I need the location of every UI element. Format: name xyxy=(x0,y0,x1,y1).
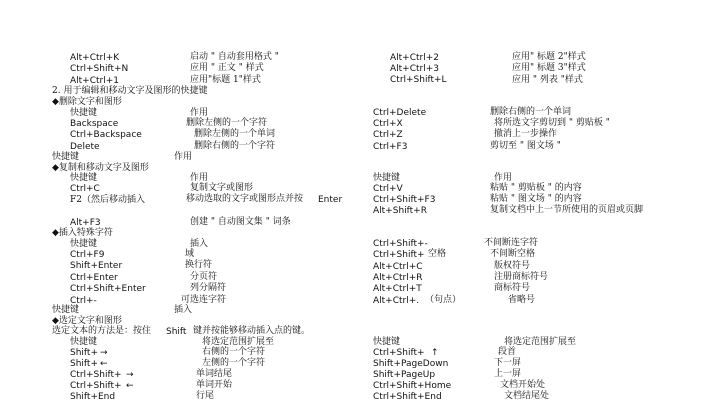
column-header: 作用 xyxy=(190,108,209,118)
column-header: 快捷键 xyxy=(70,173,98,183)
shortcut-key: Ctrl+C xyxy=(70,184,100,194)
shortcut-key: Shift+PageUp xyxy=(373,370,436,380)
shortcut-desc: 左侧的一个字符 xyxy=(202,358,266,368)
stray-header: 快捷键 xyxy=(52,152,80,162)
shortcut-desc: 复制文档中上一节所使用的页眉或页脚 xyxy=(490,205,644,215)
shortcut-desc: 将所选文字剪切到 " 剪贴板 " xyxy=(494,118,610,128)
shortcut-desc: 文档开始处 xyxy=(500,380,546,390)
shortcut-key: Ctrl+Shift+F3 xyxy=(373,195,436,205)
shortcut-desc: 文档结尾处 xyxy=(504,391,550,400)
column-header: 将选定范围扩展至 xyxy=(202,337,275,347)
shortcut-desc: 版权符号 xyxy=(494,261,531,271)
column-header: 插入 xyxy=(190,239,209,249)
stray-header: 快捷键 xyxy=(52,305,80,315)
shortcut-desc: 域 xyxy=(185,249,195,259)
shortcut-desc: 商标符号 xyxy=(494,283,531,293)
subsection-heading: ◆复制和移动文字及图形 xyxy=(52,163,149,173)
shortcut-desc: 列分隔符 xyxy=(190,283,227,293)
column-header: 快捷键 xyxy=(70,337,98,347)
shortcut-key: Ctrl+Backspace xyxy=(70,130,142,140)
shortcut-desc: 下一屏 xyxy=(494,358,522,368)
shortcut-desc: 段首 xyxy=(498,347,517,357)
shortcut-desc: 右侧的一个字符 xyxy=(202,347,266,357)
shortcut-key: Ctrl+Shift+- xyxy=(373,239,428,249)
shortcut-key: Ctrl+Shift+ xyxy=(373,348,425,358)
column-header: 作用 xyxy=(190,173,209,183)
shortcut-key: Alt+Ctrl+. xyxy=(373,296,420,306)
shortcut-key: Delete xyxy=(70,142,100,152)
shortcut-key: Ctrl+Shift+ xyxy=(70,381,122,391)
arrow-up-icon: ↑ xyxy=(431,348,439,358)
arrow-right-icon: → xyxy=(100,348,108,358)
shortcut-desc: 应用" 标题 2"样式 xyxy=(512,52,586,62)
shortcut-key: Shift+End xyxy=(70,392,116,400)
section-heading: 2. 用于编辑和移动文字及图形的快捷键 xyxy=(52,86,208,96)
shortcut-desc: 注册商标符号 xyxy=(494,272,549,282)
shortcut-key: Ctrl+Shift+N xyxy=(70,64,129,74)
shortcut-key: Ctrl+Shift+L xyxy=(390,75,447,85)
shortcut-key: Ctrl+Shift+ xyxy=(70,370,122,380)
shortcut-key: Alt+Ctrl+K xyxy=(70,53,120,63)
shortcut-key: Alt+Ctrl+R xyxy=(373,273,423,283)
shortcut-desc: 剪切至 " 图文场 " xyxy=(490,141,561,151)
shortcut-desc: 移动选取的文字或图形点并按 xyxy=(186,194,304,204)
subsection-heading: ◆删除文字和图形 xyxy=(52,97,122,107)
intro-text: 键并按能够移动插入点的键。 xyxy=(193,326,311,336)
shortcut-desc: 单词开始 xyxy=(196,380,233,390)
shortcut-key-suffix: （句点） xyxy=(425,295,462,305)
shortcut-key: F2（然后移动插入 xyxy=(70,195,145,205)
shortcut-desc: 删除右侧的一个单词 xyxy=(490,107,572,117)
column-header: 快捷键 xyxy=(70,239,98,249)
shortcut-key: Alt+Ctrl+3 xyxy=(390,64,440,74)
shortcut-desc: 删除左侧的一个单词 xyxy=(194,129,276,139)
shortcut-desc: 删除右侧的一个字符 xyxy=(194,141,276,151)
shortcut-desc: 粘贴 " 图文场 " 的内容 xyxy=(490,194,582,204)
column-header: 快捷键 xyxy=(373,337,401,347)
shortcut-desc: 复制文字或图形 xyxy=(190,183,254,193)
shortcut-key: Ctrl+Shift+End xyxy=(373,392,442,400)
shortcut-key: Ctrl+Enter xyxy=(70,273,118,283)
shortcut-key: Alt+Ctrl+T xyxy=(373,284,422,294)
intro-text: 选定文本的方法是：按住 xyxy=(52,326,152,336)
shortcut-desc-key: Enter xyxy=(318,195,343,205)
arrow-left-icon: ← xyxy=(126,381,134,391)
shortcut-key: Shift+ xyxy=(70,359,98,369)
shortcut-key: Alt+Shift+R xyxy=(373,206,427,216)
shortcut-key: Ctrl+F9 xyxy=(70,250,105,260)
shortcut-desc: 应用 " 正文 " 样式 xyxy=(190,63,264,73)
stray-header: 作用 xyxy=(174,152,193,162)
column-header: 将选定范围扩展至 xyxy=(504,337,577,347)
shortcut-desc: 启动 " 自动套用格式 " xyxy=(190,52,279,62)
shortcut-desc: 单词结尾 xyxy=(196,369,233,379)
shortcut-key: Alt+Ctrl+2 xyxy=(390,53,440,63)
shortcut-key: Backspace xyxy=(70,119,119,129)
shortcut-key: Shift+PageDown xyxy=(373,359,449,369)
shortcut-desc: 省略号 xyxy=(508,295,536,305)
shortcut-desc: 行尾 xyxy=(196,391,215,400)
shortcut-desc: 粘贴 " 剪贴板 " 的内容 xyxy=(490,183,582,193)
shortcut-desc: 删除左侧的一个字符 xyxy=(186,118,268,128)
column-header: 快捷键 xyxy=(373,173,401,183)
shortcut-key: Ctrl+- xyxy=(70,296,97,306)
subsection-heading: ◆插入特殊字符 xyxy=(52,228,113,238)
shortcut-key: Ctrl+Shift+ xyxy=(373,250,425,260)
stray-header: 插入 xyxy=(174,305,193,315)
shortcut-desc: 不间断连字符 xyxy=(484,238,539,248)
shortcut-key: Ctrl+Z xyxy=(373,130,403,140)
shortcut-desc: 应用" 标题 3"样式 xyxy=(512,63,586,73)
shortcut-desc: 上一屏 xyxy=(494,369,522,379)
column-header: 快捷键 xyxy=(70,108,98,118)
shortcut-key: Ctrl+F3 xyxy=(373,142,408,152)
shortcut-key: Alt+Ctrl+1 xyxy=(70,76,120,86)
shortcut-desc: 不间断空格 xyxy=(490,249,536,259)
column-header: 作用 xyxy=(494,173,513,183)
shortcut-desc: 创建 " 自动图文集 " 词条 xyxy=(190,217,291,227)
shortcut-key: Alt+F3 xyxy=(70,218,101,228)
shortcut-desc: 换行符 xyxy=(185,260,213,270)
shortcut-key: Ctrl+Delete xyxy=(373,108,427,118)
shortcut-key-suffix: 空格 xyxy=(428,249,447,259)
arrow-right-icon: → xyxy=(126,370,134,380)
shortcut-key: Ctrl+X xyxy=(373,119,403,129)
shortcut-desc: 撤消上一步操作 xyxy=(494,129,558,139)
shortcut-key: Shift+ xyxy=(70,348,98,358)
shortcut-desc: 可选连字符 xyxy=(181,295,227,305)
shortcut-key: Ctrl+V xyxy=(373,184,403,194)
arrow-left-icon: ← xyxy=(100,359,108,369)
intro-key: Shift xyxy=(166,327,187,337)
shortcut-desc: 分页符 xyxy=(190,272,218,282)
shortcut-key: Shift+Enter xyxy=(70,261,123,271)
shortcut-key: Ctrl+Shift+Enter xyxy=(70,284,146,294)
shortcut-key: Alt+Ctrl+C xyxy=(373,262,423,272)
shortcut-desc: 应用 " 列表 "样式 xyxy=(512,75,583,85)
shortcut-key: Ctrl+Shift+Home xyxy=(373,381,452,391)
subsection-heading: ◆选定文字和图形 xyxy=(52,316,122,326)
shortcut-desc: 应用"标题 1"样式 xyxy=(190,75,261,85)
